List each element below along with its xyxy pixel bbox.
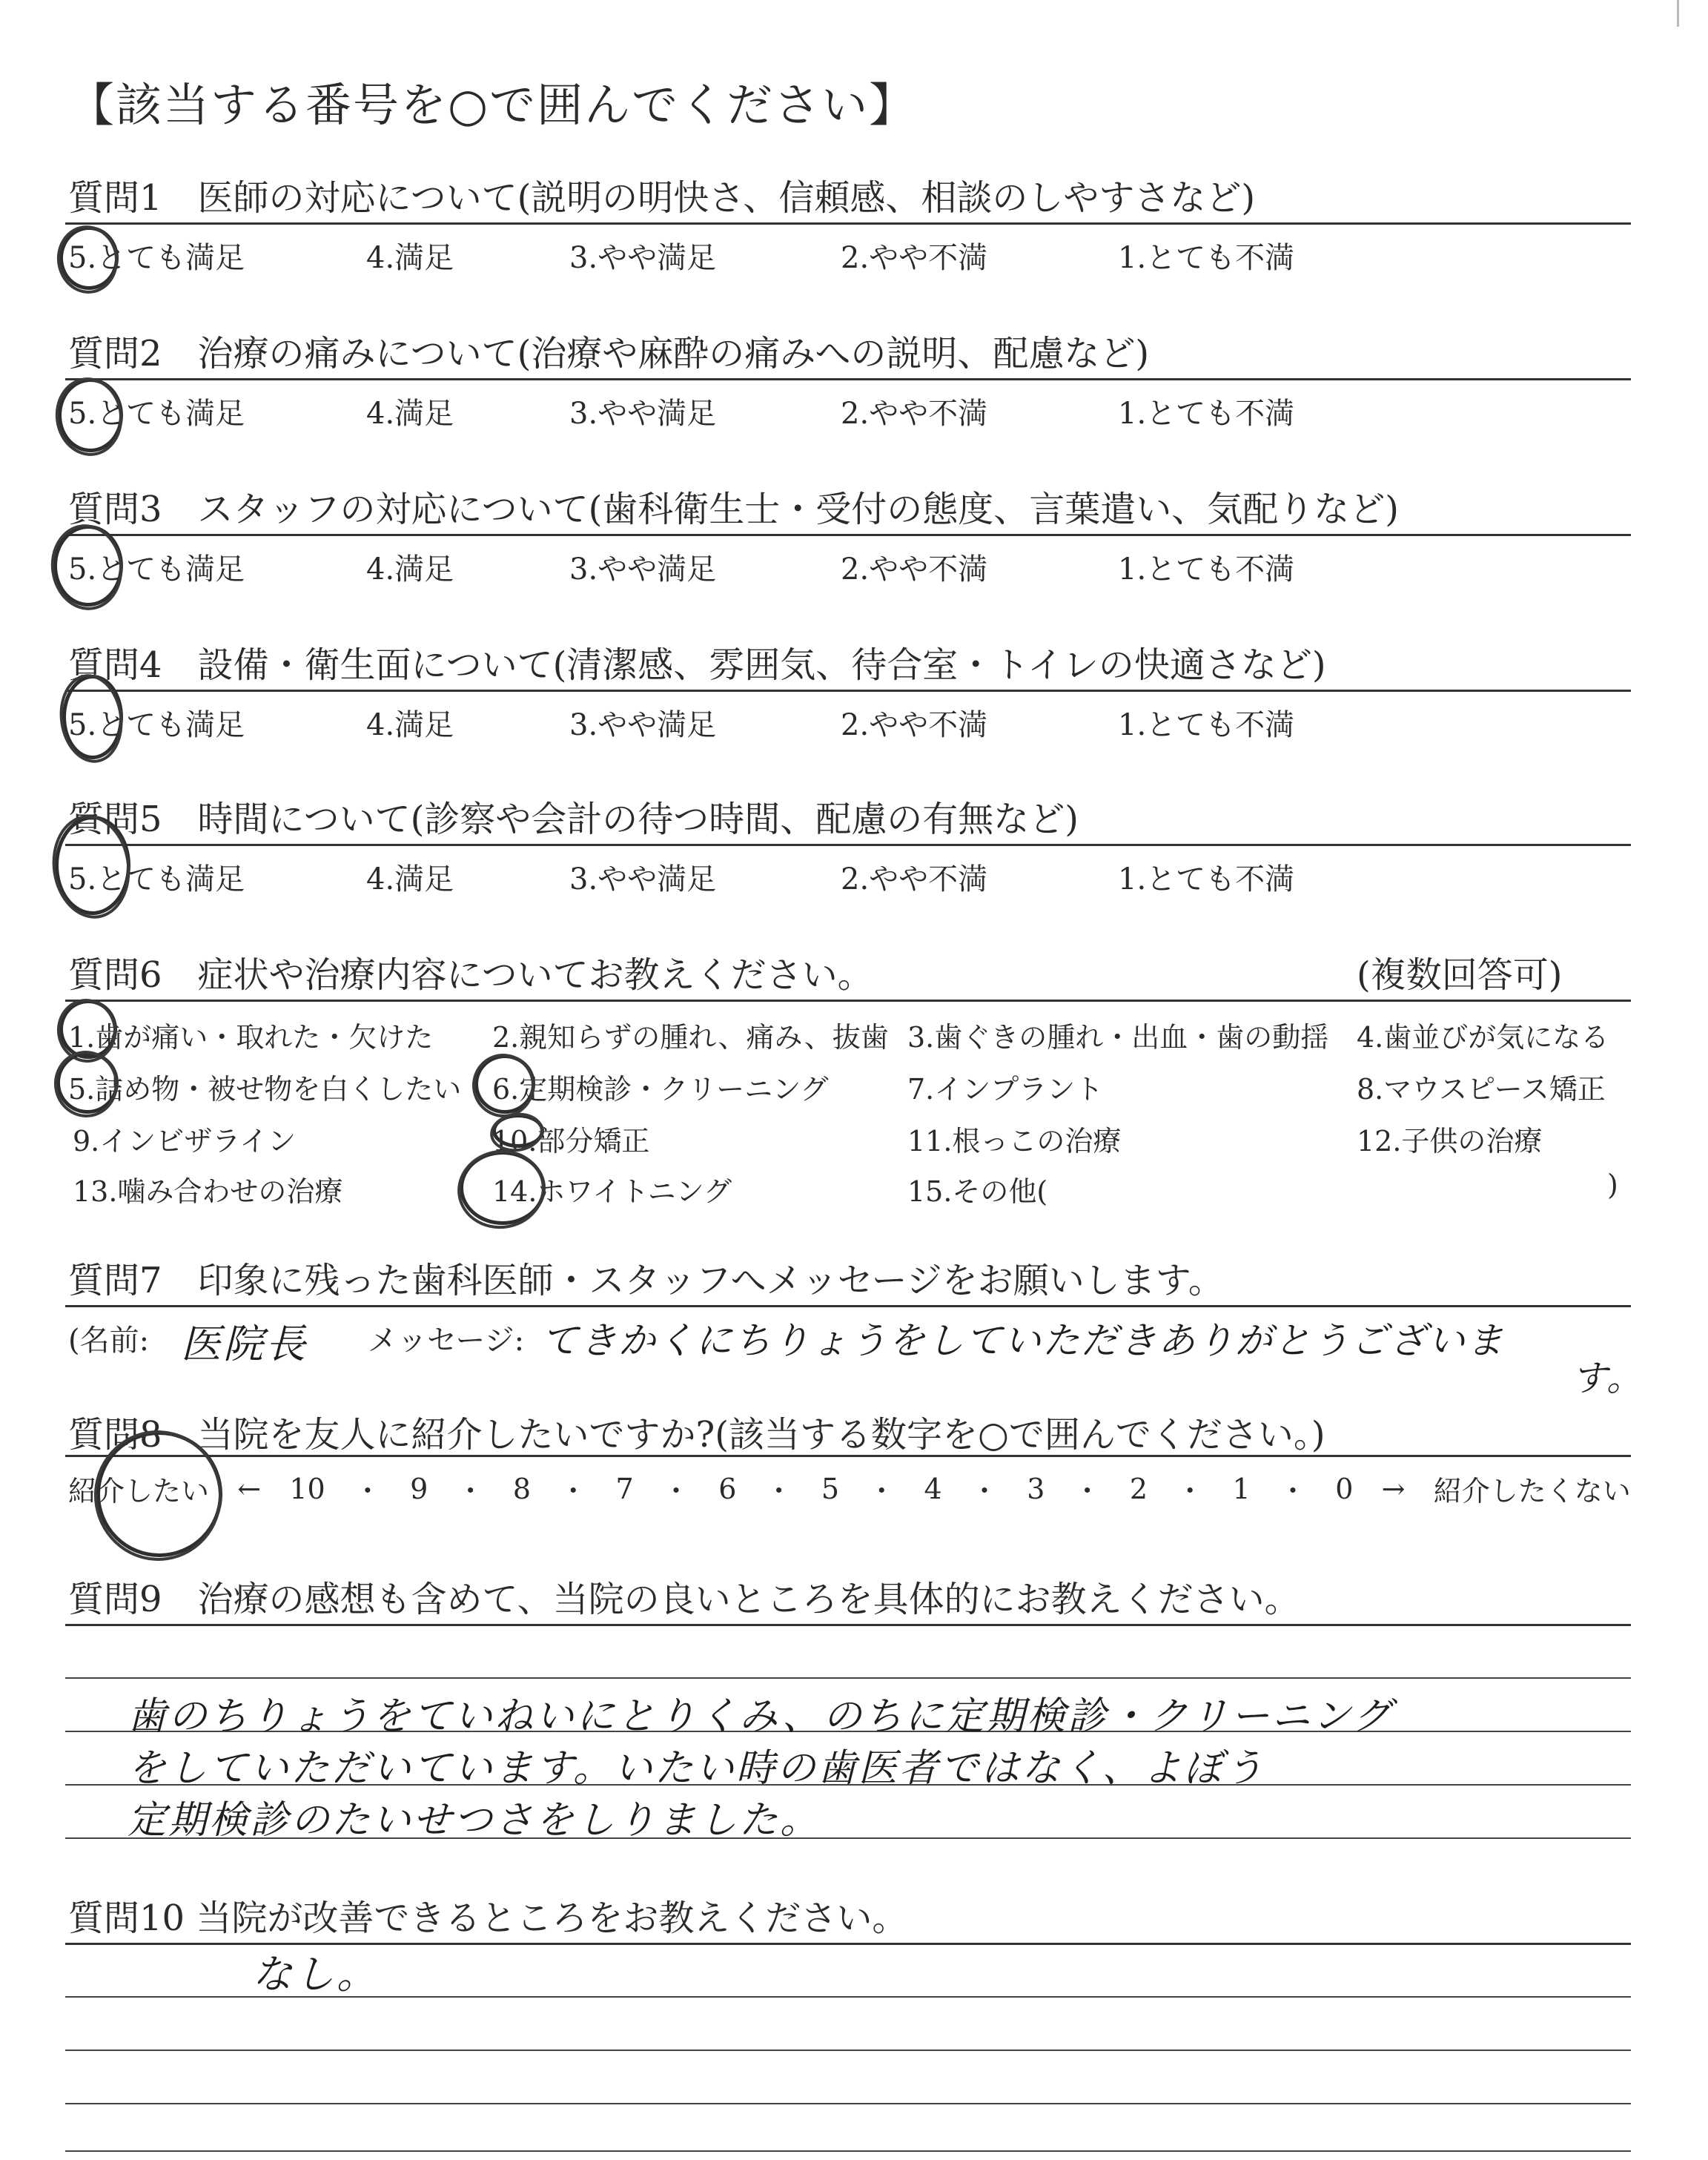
question-1-rule <box>65 222 1631 225</box>
q9-answer-line-1-text: 歯のちりょうをていねいにとりくみ、のちに定期検診・クリーニング <box>128 1694 1394 1739</box>
q9-answer-line-2 <box>65 1677 1631 1679</box>
q8-value-1[interactable]: 1 <box>1232 1472 1251 1505</box>
q8-value-5[interactable]: 5 <box>821 1472 840 1505</box>
q3-option-5[interactable]: 5.とても満足 <box>68 552 245 587</box>
q7-name-answer: 医院長 <box>181 1321 308 1367</box>
q3-answer-circle <box>53 525 123 607</box>
question-1-title: 質問1 医師の対応について(説明の明快さ、信頼感、相談のしやすさなど) <box>68 177 1256 219</box>
q2-option-1[interactable]: 1.とても不満 <box>1118 397 1295 431</box>
q8-dot: ・ <box>1073 1475 1102 1507</box>
q3-option-3[interactable]: 3.やや満足 <box>569 552 717 587</box>
q6-option-12[interactable]: 12.子供の治療 <box>1357 1125 1543 1157</box>
q4-option-2[interactable]: 2.やや不満 <box>841 708 988 742</box>
q6-answer-circle-1 <box>59 1000 117 1059</box>
q5-answer-circle <box>55 816 130 915</box>
question-8-title: 質問8 当院を友人に紹介したいですか?(該当する数字を○で囲んでください。) <box>68 1414 1325 1456</box>
question-2-title: 質問2 治療の痛みについて(治療や麻酔の痛みへの説明、配慮など) <box>68 333 1150 374</box>
q9-answer-line-1 <box>65 1624 1631 1626</box>
q1-answer-circle <box>59 226 119 290</box>
q6-option-13[interactable]: 13.噛み合わせの治療 <box>73 1175 343 1208</box>
question-3-rule <box>65 534 1631 536</box>
q6-answer-circle-6 <box>474 1054 535 1114</box>
question-5-title: 質問5 時間について(診察や会計の待つ時間、配慮の有無など) <box>68 799 1079 840</box>
q4-answer-circle <box>62 675 123 759</box>
q4-option-4[interactable]: 4.満足 <box>366 708 454 742</box>
question-7-title: 質問7 印象に残った歯科医師・スタッフへメッセージをお願いします。 <box>68 1260 1224 1301</box>
q6-option-6[interactable]: 6.定期検診・クリーニング <box>492 1073 829 1106</box>
q8-dot: ・ <box>1176 1475 1205 1507</box>
q3-option-4[interactable]: 4.満足 <box>366 552 454 587</box>
q2-option-4[interactable]: 4.満足 <box>366 397 454 431</box>
q8-dot: ・ <box>867 1475 896 1507</box>
question-7-rule <box>65 1305 1631 1307</box>
q1-option-3[interactable]: 3.やや満足 <box>569 241 717 275</box>
q6-option-4[interactable]: 4.歯並びが気になる <box>1357 1021 1609 1054</box>
scan-edge-mark <box>1677 0 1679 27</box>
q8-value-6[interactable]: 6 <box>718 1472 737 1505</box>
question-2-rule <box>65 378 1631 380</box>
q8-value-0[interactable]: 0 <box>1335 1472 1354 1505</box>
q6-option-9[interactable]: 9.インビザライン <box>73 1125 297 1157</box>
q6-option-14[interactable]: 14.ホワイトニング <box>492 1175 732 1208</box>
q8-scale-right-label[interactable]: 紹介したくない <box>1433 1475 1631 1507</box>
q3-option-2[interactable]: 2.やや不満 <box>841 552 988 587</box>
q7-name-label: (名前: <box>68 1324 150 1358</box>
q1-option-2[interactable]: 2.やや不満 <box>841 241 988 275</box>
q8-dot: ・ <box>353 1475 382 1507</box>
q6-option-15-close: ) <box>1607 1169 1618 1201</box>
q6-option-10[interactable]: 10.部分矯正 <box>492 1125 650 1157</box>
q6-option-15[interactable]: 15.その他( <box>907 1175 1048 1208</box>
question-9-title: 質問9 治療の感想も含めて、当院の良いところを具体的にお教えください。 <box>68 1579 1300 1620</box>
question-6-rule <box>65 1000 1631 1002</box>
q1-option-1[interactable]: 1.とても不満 <box>1118 241 1295 275</box>
q4-option-5[interactable]: 5.とても満足 <box>68 708 245 742</box>
q8-answer-circle <box>96 1431 222 1557</box>
q5-option-2[interactable]: 2.やや不満 <box>841 862 988 896</box>
q8-value-7[interactable]: 7 <box>615 1472 634 1505</box>
question-3-title: 質問3 スタッフの対応について(歯科衛生士・受付の態度、言葉遣い、気配りなど) <box>68 489 1400 530</box>
q8-value-2[interactable]: 2 <box>1129 1472 1148 1505</box>
q10-answer-line-5 <box>65 2150 1631 2152</box>
question-4-title: 質問4 設備・衛生面について(清潔感、雰囲気、待合室・トイレの快適さなど) <box>68 644 1326 686</box>
q7-message-label: メッセージ: <box>368 1324 525 1358</box>
q2-option-5[interactable]: 5.とても満足 <box>68 397 245 431</box>
q5-option-1[interactable]: 1.とても不満 <box>1118 862 1295 896</box>
question-6-note: (複数回答可) <box>1357 954 1563 996</box>
question-10-title: 質問10 当院が改善できるところをお教えください。 <box>68 1898 908 1939</box>
q6-answer-circle-14 <box>460 1151 546 1225</box>
q8-scale-left-label[interactable]: 紹介したい <box>68 1475 210 1507</box>
q2-option-2[interactable]: 2.やや不満 <box>841 397 988 431</box>
q10-answer: なし。 <box>252 1951 379 1998</box>
q8-value-4[interactable]: 4 <box>924 1472 942 1505</box>
q8-value-8[interactable]: 8 <box>512 1472 532 1505</box>
form-header: 【該当する番号を○で囲んでください】 <box>68 78 917 132</box>
q6-option-5[interactable]: 5.詰め物・被せ物を白くしたい <box>68 1073 462 1106</box>
q6-answer-circle-10 <box>492 1114 544 1148</box>
q7-message-answer-tail: す。 <box>1572 1358 1645 1399</box>
q2-option-3[interactable]: 3.やや満足 <box>569 397 717 431</box>
q1-option-4[interactable]: 4.満足 <box>366 241 454 275</box>
q7-message-answer: てきかくにちりょうをしていただきありがとうございま <box>541 1319 1505 1362</box>
q6-option-8[interactable]: 8.マウスピース矯正 <box>1357 1073 1606 1106</box>
q8-scale <box>68 1468 1631 1509</box>
q8-value-3[interactable]: 3 <box>1027 1472 1045 1505</box>
q5-option-5[interactable]: 5.とても満足 <box>68 862 245 896</box>
question-8-rule <box>65 1455 1631 1457</box>
question-4-rule <box>65 690 1631 692</box>
question-5-rule <box>65 844 1631 846</box>
q10-answer-line-3 <box>65 2050 1631 2051</box>
q8-dot: ・ <box>559 1475 588 1507</box>
q9-answer-line-3-text: 定期検診のたいせつさをしりました。 <box>128 1798 821 1843</box>
q8-dot: ・ <box>1278 1475 1307 1507</box>
q6-option-1[interactable]: 1.歯が痛い・取れた・欠けた <box>68 1021 434 1054</box>
q10-answer-line-4 <box>65 2103 1631 2104</box>
question-6-title: 質問6 症状や治療内容についてお教えください。 <box>68 954 873 996</box>
q2-answer-circle <box>58 378 123 452</box>
q8-dot: ・ <box>970 1475 999 1507</box>
q6-option-2[interactable]: 2.親知らずの腫れ、痛み、抜歯 <box>492 1021 889 1054</box>
q6-option-3[interactable]: 3.歯ぐきの腫れ・出血・歯の動揺 <box>907 1021 1329 1054</box>
q5-option-4[interactable]: 4.満足 <box>366 862 454 896</box>
q6-answer-circle-5 <box>56 1051 119 1114</box>
q6-option-11[interactable]: 11.根っこの治療 <box>907 1125 1122 1157</box>
q4-option-3[interactable]: 3.やや満足 <box>569 708 717 742</box>
q8-value-9[interactable]: 9 <box>410 1472 428 1505</box>
q8-dot: ・ <box>764 1475 793 1507</box>
q8-arrow-right: → <box>1381 1472 1406 1505</box>
q5-option-3[interactable]: 3.やや満足 <box>569 862 717 896</box>
q9-answer-line-2-text: をしていただいています。いたい時の歯医者ではなく、よぼう <box>128 1746 1265 1791</box>
q4-option-1[interactable]: 1.とても不満 <box>1118 708 1295 742</box>
q8-dot: ・ <box>456 1475 485 1507</box>
q6-option-7[interactable]: 7.インプラント <box>907 1073 1104 1106</box>
q8-value-10[interactable]: 10 <box>289 1472 325 1505</box>
q8-arrow-left: ← <box>237 1472 262 1505</box>
q3-option-1[interactable]: 1.とても不満 <box>1118 552 1295 587</box>
q8-dot: ・ <box>661 1475 690 1507</box>
q1-option-5[interactable]: 5.とても満足 <box>68 241 245 275</box>
